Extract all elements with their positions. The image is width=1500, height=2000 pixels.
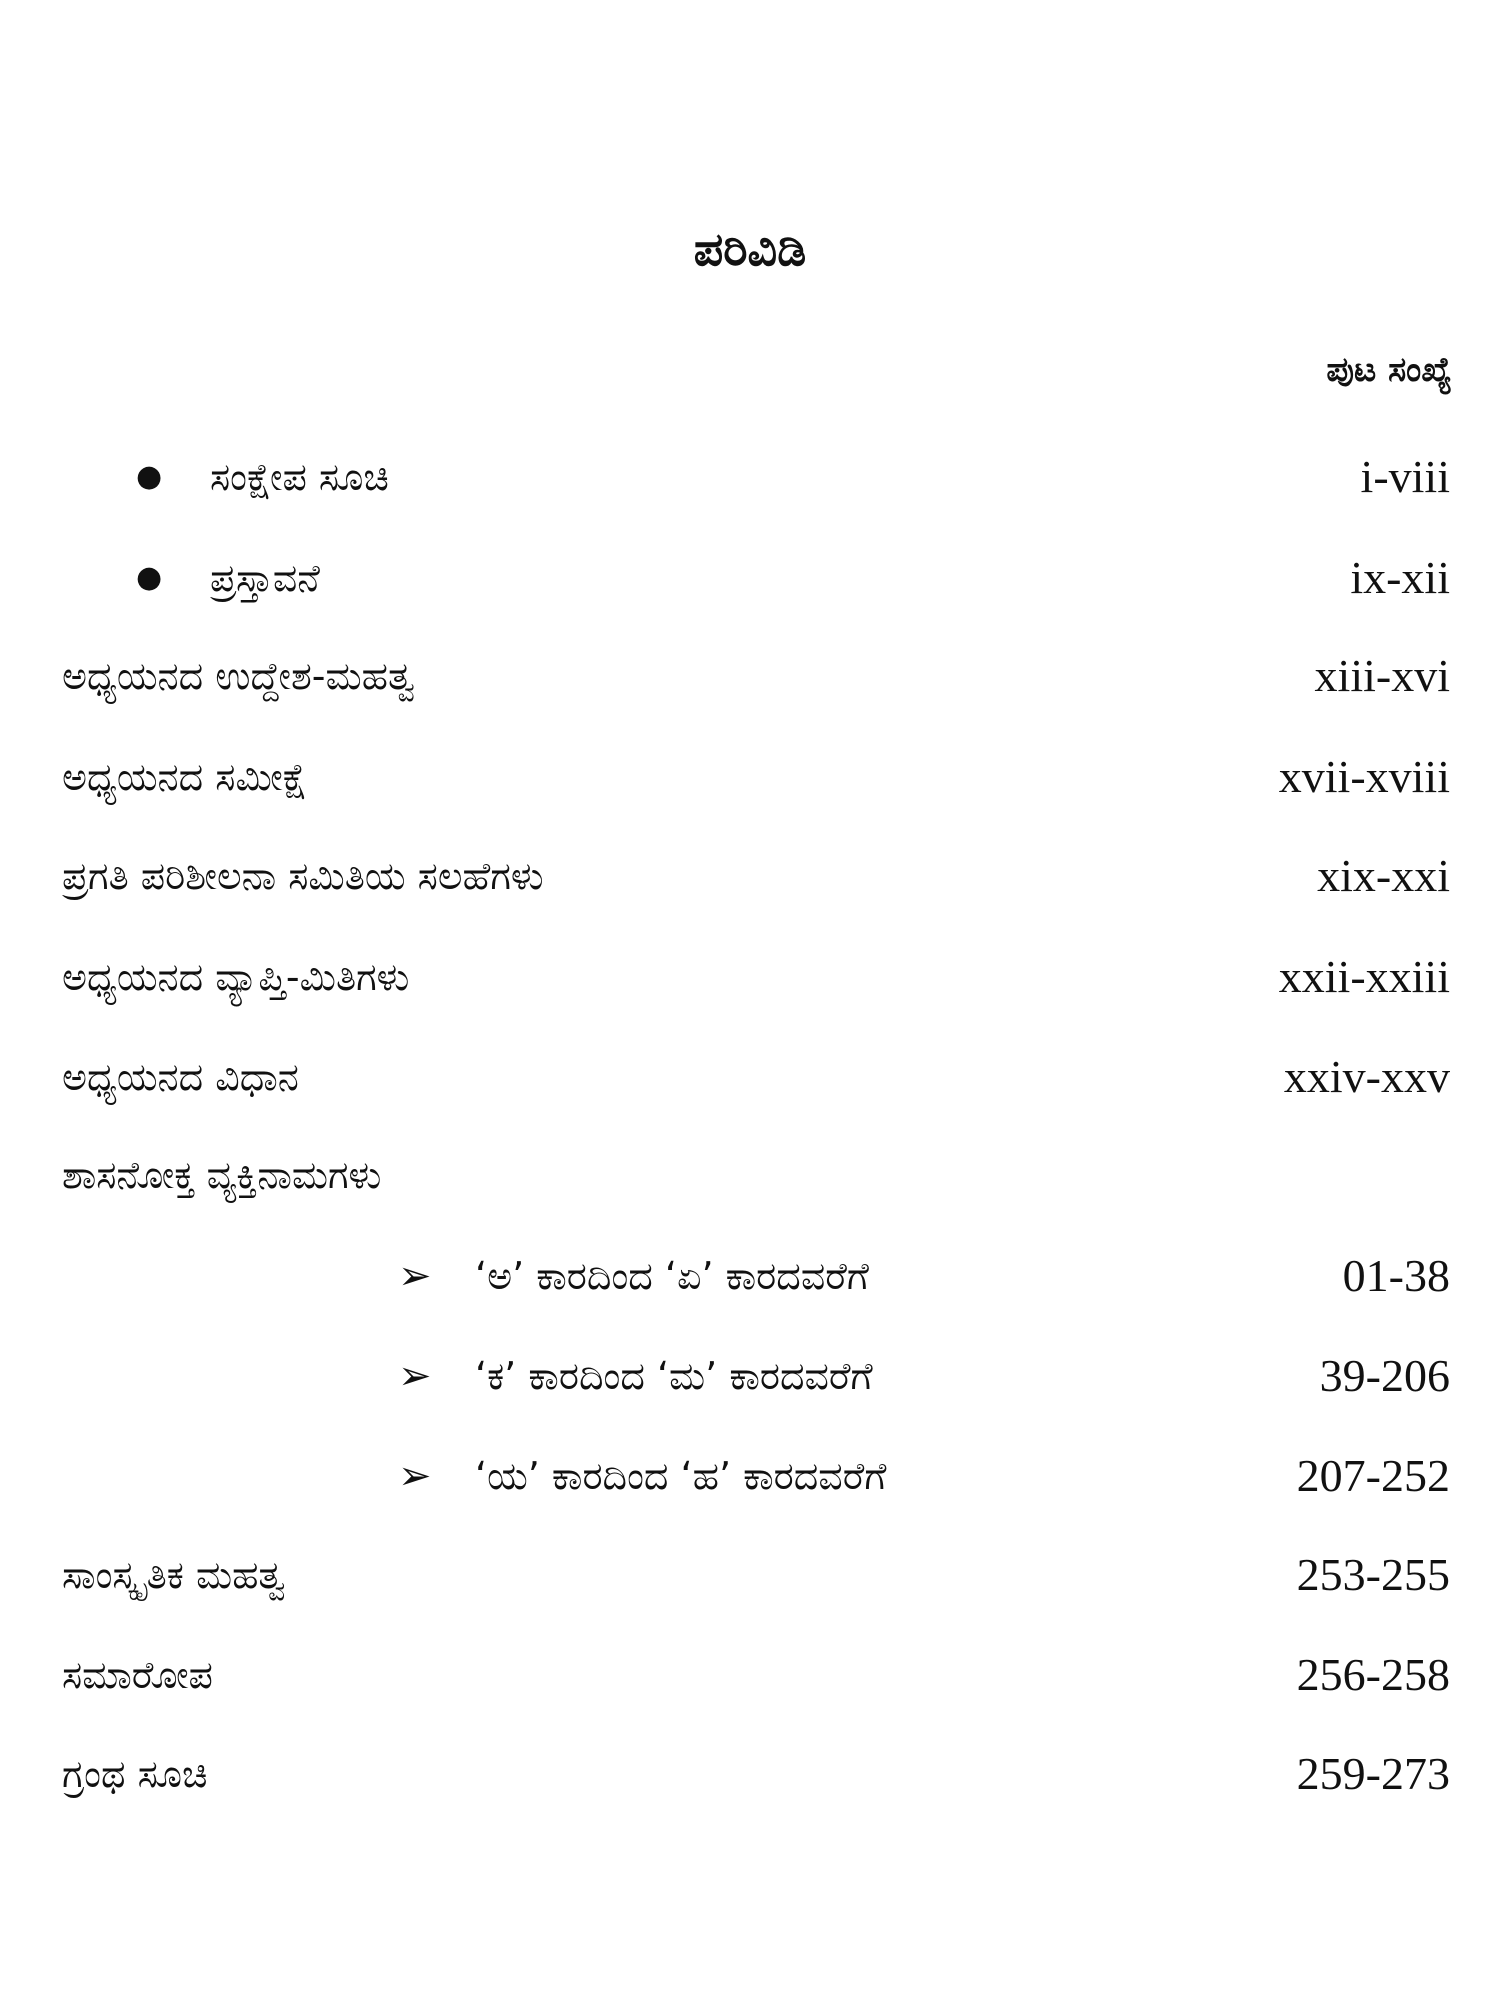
toc-entry-label: ಪ್ರಗತಿ ಪರಿಶೀಲನಾ ಸಮಿತಿಯ ಸಲಹೆಗಳು: [62, 854, 544, 898]
toc-section-heading[interactable]: [0, 1145, 1500, 1205]
toc-entry-pages: 259-273: [1296, 1748, 1450, 1799]
arrow-bullet-icon: ➢: [398, 1353, 432, 1399]
toc-entry-pages: 01-38: [1342, 1250, 1450, 1301]
toc-entry[interactable]: [0, 846, 1500, 906]
page-title: ಪರಿವಿಡಿ: [693, 222, 807, 276]
toc-entry-pages: 253-255: [1296, 1549, 1450, 1600]
toc-entry[interactable]: [0, 947, 1500, 1007]
toc-entry-label: ಅಧ್ಯಯನದ ಸಮೀಕ್ಷೆ: [62, 755, 308, 799]
toc-entry-label: ಸಮಾರೋಪ: [62, 1653, 213, 1697]
toc-entry-pages: xxii-xxiii: [1278, 951, 1450, 1002]
toc-subentry[interactable]: [0, 1346, 1500, 1406]
toc-entry[interactable]: [0, 447, 1500, 507]
toc-entry-label: ‘ಕ’ ಕಾರದಿಂದ ‘ಮ’ ಕಾರದವರೆಗೆ: [475, 1354, 873, 1398]
toc-entry-pages: 39-206: [1319, 1350, 1450, 1401]
toc-entry-pages: xiii-xvi: [1314, 650, 1450, 701]
toc-entry-pages: xix-xxi: [1317, 850, 1450, 901]
toc-entry-label: ಅಧ್ಯಯನದ ಉದ್ದೇಶ-ಮಹತ್ವ: [62, 654, 415, 698]
toc-entry-label: ಸಾಂಸ್ಕೃತಿಕ ಮಹತ್ವ: [62, 1553, 286, 1597]
toc-entry[interactable]: [0, 1047, 1500, 1107]
toc-entry-pages: xxiv-xxv: [1283, 1051, 1450, 1102]
toc-entry-label: ಪ್ರಸ್ತಾವನೆ: [210, 556, 320, 600]
toc-entry-pages: xvii-xviii: [1278, 751, 1450, 802]
toc-entry-label: ಗ್ರಂಥ ಸೂಚಿ: [62, 1752, 208, 1796]
bullet-icon: ●: [136, 459, 163, 494]
page-number-column-header: ಪುಟ ಸಂಖ್ಯೆ: [1326, 350, 1452, 390]
toc-entry[interactable]: [0, 1744, 1500, 1804]
arrow-bullet-icon: ➢: [398, 1253, 432, 1299]
toc-entry-pages: 207-252: [1296, 1450, 1450, 1501]
toc-entry[interactable]: [0, 646, 1500, 706]
toc-entry-pages: ix-xii: [1350, 552, 1450, 603]
bullet-icon: ●: [136, 560, 163, 595]
toc-entry[interactable]: [0, 747, 1500, 807]
toc-entry-pages: i-viii: [1360, 451, 1450, 502]
toc-entry-label: ಸಂಕ್ಷೇಪ ಸೂಚಿ: [210, 455, 389, 499]
toc-entry-label: ಶಾಸನೋಕ್ತ ವ್ಯಕ್ತಿನಾಮಗಳು: [62, 1153, 382, 1197]
toc-entry-label: ಅಧ್ಯಯನದ ವಿಧಾನ: [62, 1055, 299, 1099]
toc-entry[interactable]: [0, 1645, 1500, 1705]
toc-entry-pages: 256-258: [1296, 1649, 1450, 1700]
arrow-bullet-icon: ➢: [398, 1453, 432, 1499]
toc-subentry[interactable]: [0, 1246, 1500, 1306]
toc-entry-label: ‘ಅ’ ಕಾರದಿಂದ ‘ಏ’ ಕಾರದವರೆಗೆ: [475, 1254, 869, 1298]
toc-entry-label: ‘ಯ’ ಕಾರದಿಂದ ‘ಹ’ ಕಾರದವರೆಗೆ: [475, 1454, 887, 1498]
toc-entry[interactable]: [0, 548, 1500, 608]
toc-entry[interactable]: [0, 1545, 1500, 1605]
toc-entry-label: ಅಧ್ಯಯನದ ವ್ಯಾಪ್ತಿ-ಮಿತಿಗಳು: [62, 955, 410, 999]
toc-subentry[interactable]: [0, 1446, 1500, 1506]
